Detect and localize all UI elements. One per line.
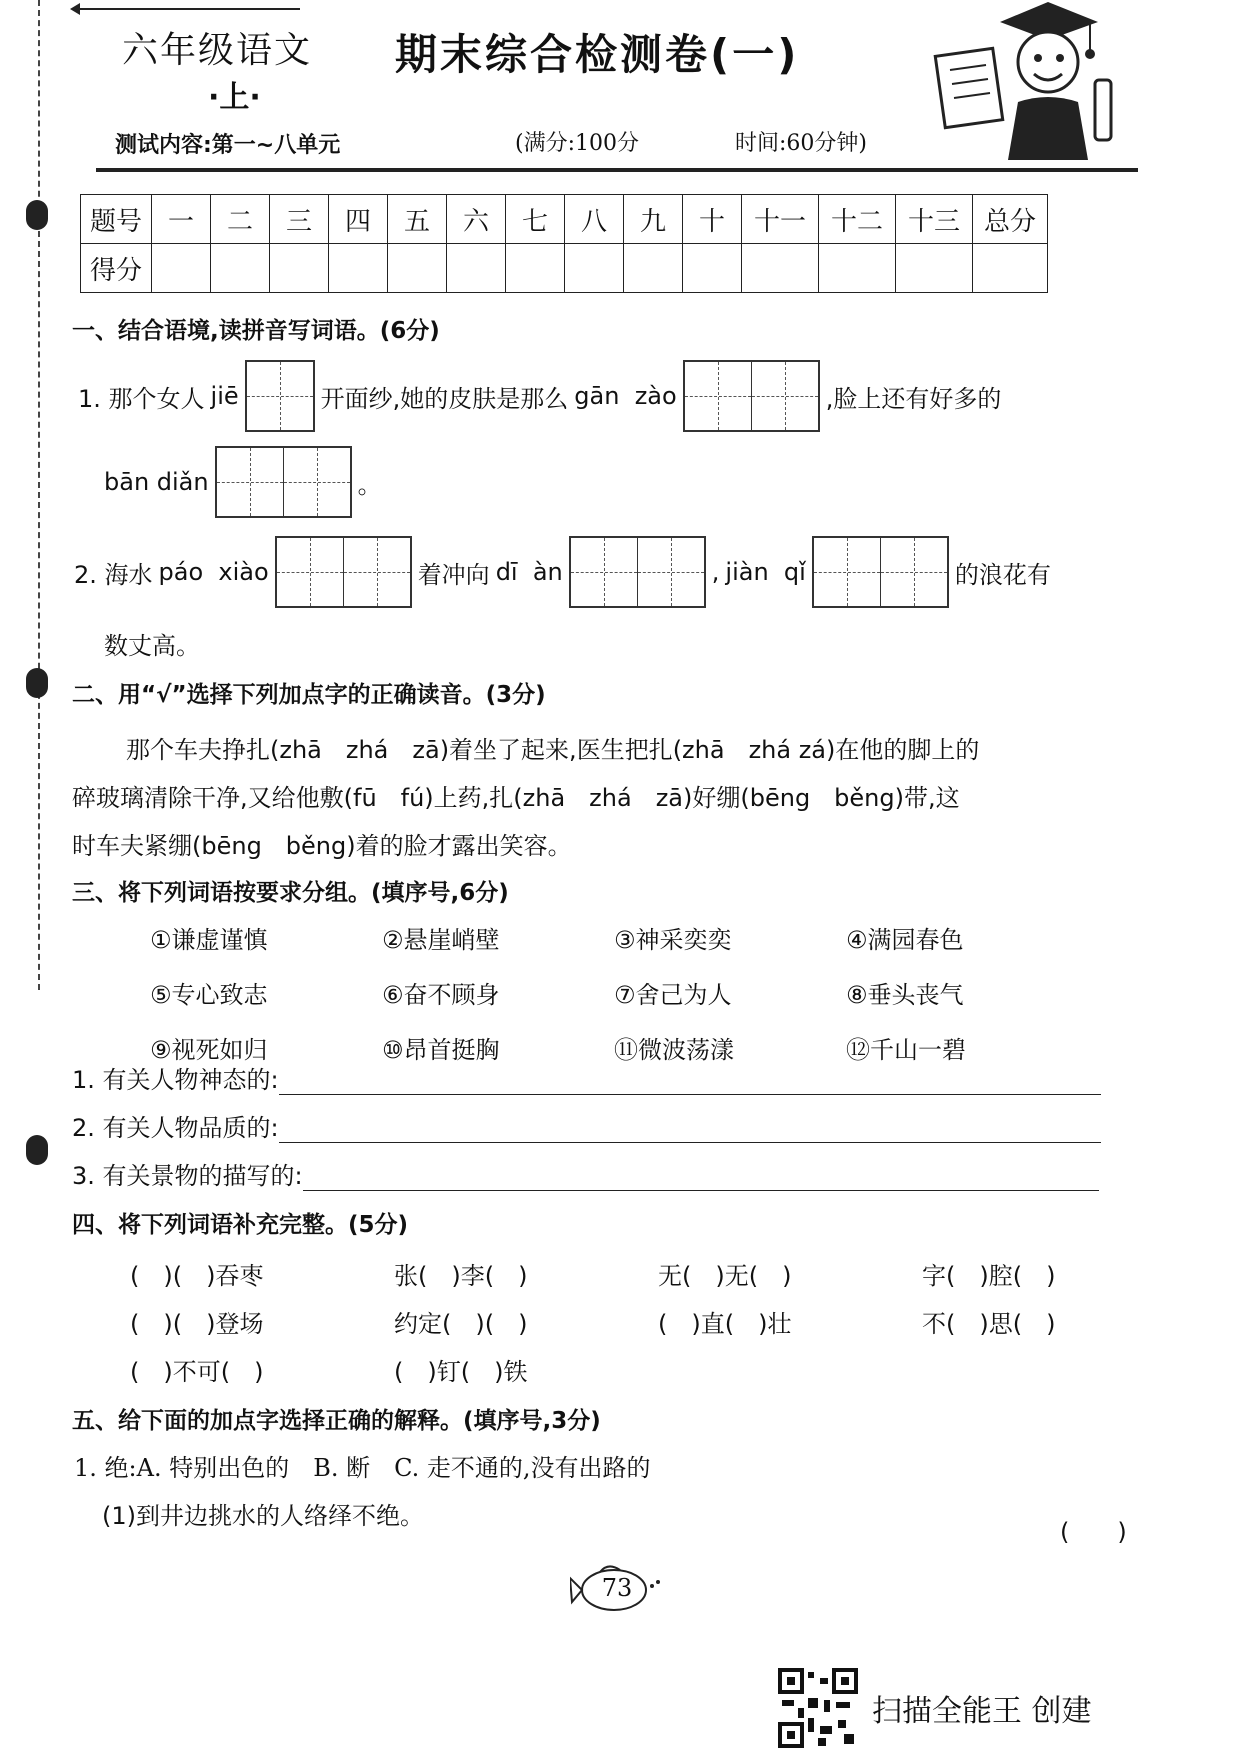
column-header: 二 bbox=[211, 195, 270, 244]
s3-word-grid bbox=[150, 920, 1078, 1065]
score-cell[interactable] bbox=[624, 244, 683, 293]
volume-label: ·上· bbox=[208, 80, 261, 115]
s5-question-1: 1. 绝:A. 特别出色的 B. 断 C. 走不通的,没有出路的 bbox=[74, 1454, 651, 1482]
s3-question-1 bbox=[72, 1060, 1101, 1095]
s1-question-1 bbox=[78, 360, 1001, 432]
s1-question-1-cont bbox=[104, 446, 382, 518]
column-header: 一 bbox=[152, 195, 211, 244]
s1-question-2 bbox=[74, 536, 1051, 608]
s4-row-2 bbox=[130, 1304, 1186, 1339]
idiom-blank[interactable]: 字( )腔( ) bbox=[922, 1262, 1056, 1290]
word-option: ⑦舍己为人 bbox=[614, 981, 732, 1009]
full-marks: (满分:100分 bbox=[515, 131, 639, 156]
word-option: ③神采奕奕 bbox=[614, 926, 732, 954]
writing-grid[interactable] bbox=[215, 446, 352, 518]
score-cell[interactable] bbox=[819, 244, 896, 293]
pinyin: jiē bbox=[210, 382, 239, 410]
s4-row-3 bbox=[130, 1352, 658, 1387]
s1-question-2-end: 数丈高。 bbox=[104, 632, 200, 660]
score-cell[interactable] bbox=[896, 244, 973, 293]
score-table-header-row bbox=[81, 195, 1048, 244]
s5-sub-question-1: (1)到井边挑水的人络绎不绝。 bbox=[102, 1502, 424, 1530]
s1-q1-text-b: 开面纱,她的皮肤是那么 bbox=[320, 384, 569, 413]
answer-line[interactable] bbox=[303, 1162, 1099, 1191]
idiom-blank[interactable]: 张( )李( ) bbox=[394, 1262, 528, 1290]
word-option: ⑪微波荡漾 bbox=[614, 1036, 734, 1064]
writing-grid[interactable] bbox=[245, 360, 315, 432]
score-cell[interactable] bbox=[506, 244, 565, 293]
column-header: 四 bbox=[329, 195, 388, 244]
score-cell[interactable] bbox=[565, 244, 624, 293]
score-table bbox=[80, 194, 1048, 293]
word-option: ⑨视死如归 bbox=[150, 1036, 268, 1064]
binding-dashed-line bbox=[38, 0, 40, 990]
s2-line-2: 碎玻璃清除干净,又给他敷(fū fú)上药,扎(zhā zhá zā)好绷(bēng běng)带,这 bbox=[72, 784, 960, 812]
pinyin: páo xiào bbox=[158, 558, 269, 586]
idiom-blank[interactable]: ( )钉( )铁 bbox=[394, 1358, 528, 1386]
score-cell[interactable] bbox=[388, 244, 447, 293]
s4-row-1 bbox=[130, 1256, 1186, 1291]
pinyin: bān diǎn bbox=[104, 468, 209, 496]
pinyin: gān zào bbox=[574, 382, 677, 410]
s1-q2-text-c: , bbox=[711, 558, 720, 586]
answer-parentheses[interactable]: ( ) bbox=[1060, 1518, 1127, 1546]
section-4-title: 四、将下列词语补充完整。(5分) bbox=[72, 1212, 409, 1238]
answer-line[interactable] bbox=[279, 1066, 1101, 1095]
idiom-blank[interactable]: 约定( )( ) bbox=[394, 1310, 528, 1338]
s1-q1-text-c: ,脸上还有好多的 bbox=[825, 384, 1002, 413]
column-header: 十一 bbox=[742, 195, 819, 244]
word-option: ⑥奋不顾身 bbox=[382, 981, 500, 1009]
score-cell[interactable] bbox=[683, 244, 742, 293]
row-label: 得分 bbox=[81, 244, 152, 293]
exam-time: 时间:60分钟) bbox=[735, 131, 867, 156]
graduate-mascot-illustration bbox=[930, 0, 1130, 160]
column-header: 十 bbox=[683, 195, 742, 244]
section-1-title: 一、结合语境,读拼音写词语。(6分) bbox=[72, 318, 440, 344]
column-header: 三 bbox=[270, 195, 329, 244]
pinyin: dī àn bbox=[495, 558, 563, 586]
s2-line-3: 时车夫紧绷(bēng běng)着的脸才露出笑容。 bbox=[72, 832, 572, 860]
idiom-blank[interactable]: 无( )无( ) bbox=[658, 1262, 792, 1290]
header-divider bbox=[96, 168, 1138, 172]
s1-q2-text-d: 的浪花有 bbox=[954, 560, 1051, 589]
binding-hole bbox=[26, 200, 48, 230]
s1-q2-text-b: 着冲向 bbox=[417, 560, 490, 589]
writing-grid[interactable] bbox=[275, 536, 412, 608]
pinyin: jiàn qǐ bbox=[725, 558, 806, 586]
row-label: 题号 bbox=[81, 195, 152, 244]
binding-hole bbox=[26, 1135, 48, 1165]
score-cell[interactable] bbox=[973, 244, 1048, 293]
top-arrow-rule bbox=[80, 8, 300, 10]
section-2-title: 二、用“√”选择下列加点字的正确读音。(3分) bbox=[72, 682, 546, 708]
word-option: ④满园春色 bbox=[846, 926, 964, 954]
s1-q1-end: 。 bbox=[357, 470, 382, 499]
subject-title: 六年级语文 bbox=[122, 30, 313, 71]
binding-hole bbox=[26, 668, 48, 698]
idiom-blank[interactable]: ( )直( )壮 bbox=[658, 1310, 792, 1338]
idiom-blank[interactable]: 不( )思( ) bbox=[922, 1310, 1056, 1338]
score-cell[interactable] bbox=[447, 244, 506, 293]
column-header: 十三 bbox=[896, 195, 973, 244]
column-header: 十二 bbox=[819, 195, 896, 244]
test-scope: 测试内容:第一~八单元 bbox=[115, 133, 341, 158]
s1-q1-text-a: 1. 那个女人 bbox=[78, 384, 205, 413]
s3-question-3 bbox=[72, 1156, 1099, 1191]
section-5-title: 五、给下面的加点字选择正确的解释。(填序号,3分) bbox=[72, 1408, 601, 1434]
s1-q2-text-a: 2. 海水 bbox=[74, 560, 153, 589]
column-header: 八 bbox=[565, 195, 624, 244]
column-header: 五 bbox=[388, 195, 447, 244]
word-option: ⑫千山一碧 bbox=[846, 1036, 966, 1064]
score-cell[interactable] bbox=[211, 244, 270, 293]
column-header: 总分 bbox=[973, 195, 1048, 244]
s3-question-2 bbox=[72, 1108, 1101, 1143]
column-header: 七 bbox=[506, 195, 565, 244]
answer-line[interactable] bbox=[279, 1114, 1101, 1143]
idiom-blank[interactable]: ( )( )登场 bbox=[130, 1310, 264, 1338]
writing-grid[interactable] bbox=[812, 536, 949, 608]
score-cell[interactable] bbox=[329, 244, 388, 293]
score-cell[interactable] bbox=[742, 244, 819, 293]
qr-code bbox=[778, 1668, 858, 1748]
score-cell[interactable] bbox=[152, 244, 211, 293]
idiom-blank[interactable]: ( )( )吞枣 bbox=[130, 1262, 264, 1290]
s3-q1-label: 1. 有关人物神态的: bbox=[72, 1066, 279, 1094]
score-table-score-row bbox=[81, 244, 1048, 293]
word-option: ①谦虚谨慎 bbox=[150, 926, 268, 954]
s3-q2-label: 2. 有关人物品质的: bbox=[72, 1114, 279, 1142]
scanner-watermark: 扫描全能王 创建 bbox=[872, 1694, 1092, 1729]
writing-grid[interactable] bbox=[569, 536, 706, 608]
word-option: ⑤专心致志 bbox=[150, 981, 268, 1009]
word-option: ⑩昂首挺胸 bbox=[382, 1036, 500, 1064]
word-option: ②悬崖峭壁 bbox=[382, 926, 500, 954]
section-3-title: 三、将下列词语按要求分组。(填序号,6分) bbox=[72, 880, 509, 906]
column-header: 六 bbox=[447, 195, 506, 244]
writing-grid[interactable] bbox=[683, 360, 820, 432]
exam-title: 期末综合检测卷(一) bbox=[395, 30, 800, 79]
column-header: 九 bbox=[624, 195, 683, 244]
page-number: 73 bbox=[601, 1574, 633, 1602]
word-option: ⑧垂头丧气 bbox=[846, 981, 964, 1009]
s2-line-1: 那个车夫挣扎(zhā zhá zā)着坐了起来,医生把扎(zhā zhá zá)在他的脚上的 bbox=[126, 736, 980, 764]
score-cell[interactable] bbox=[270, 244, 329, 293]
s3-q3-label: 3. 有关景物的描写的: bbox=[72, 1162, 303, 1190]
idiom-blank[interactable]: ( )不可( ) bbox=[130, 1358, 264, 1386]
